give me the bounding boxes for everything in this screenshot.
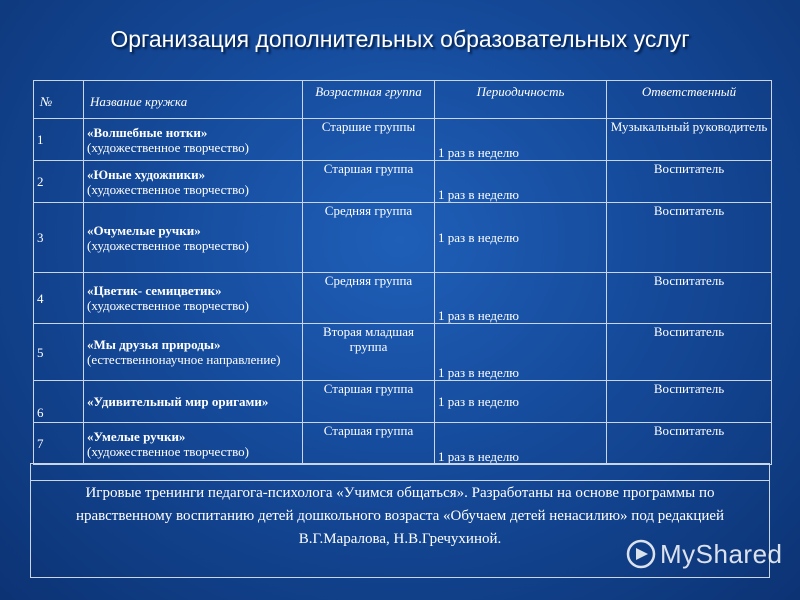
row-period: 1 раз в неделю: [435, 381, 607, 423]
header-resp: Ответственный: [607, 81, 772, 119]
row-num: 4: [34, 273, 84, 324]
row-period: 1 раз в неделю: [435, 119, 607, 161]
row-name: [84, 203, 303, 273]
club-direction: (художественное творчество): [87, 237, 249, 253]
row-resp: Воспитатель: [607, 203, 772, 273]
table-row: [34, 381, 772, 423]
row-resp: Воспитатель: [607, 273, 772, 324]
row-num: 3: [34, 203, 84, 273]
row-resp: Музыкальный руководитель: [607, 119, 772, 161]
table-row: [34, 273, 772, 324]
row-name: [84, 423, 303, 465]
club-name: «Очумелые ручки»: [87, 222, 201, 238]
row-age: Старшая группа: [303, 423, 435, 465]
row-age: Вторая младшая группа: [303, 324, 435, 381]
club-name: «Юные художники»: [87, 166, 206, 182]
club-name: «Волшебные нотки»: [87, 124, 208, 140]
row-num: 7: [34, 423, 84, 465]
row-period: 1 раз в неделю: [435, 161, 607, 203]
row-age: Старшая группа: [303, 381, 435, 423]
row-resp: Воспитатель: [607, 161, 772, 203]
club-name: «Умелые ручки»: [87, 428, 186, 444]
club-direction: (художественное творчество): [87, 139, 249, 155]
row-name: [84, 273, 303, 324]
row-period: 1 раз в неделю: [435, 324, 607, 381]
row-num: 2: [34, 161, 84, 203]
club-direction: (художественное творчество): [87, 298, 249, 313]
header-age: Возрастная группа: [303, 81, 435, 119]
table-row: [34, 324, 772, 381]
club-name: «Мы друзья природы»: [87, 337, 221, 352]
row-name: [84, 381, 303, 423]
footer-divider: [30, 480, 770, 481]
row-name: [84, 161, 303, 203]
row-period: 1 раз в неделю: [435, 273, 607, 324]
row-name: [84, 324, 303, 381]
footer-text: Игровые тренинги педагога-психолога «Учимся общаться». Разработаны на основе программы по нравственному воспитанию детей дошкольного возраста «Обучаем детей ненасилию» под редакцией В.Г.Маралова, Н.В.Гречухиной.: [75, 485, 725, 547]
club-name: «Удивительный мир оригами»: [87, 394, 269, 409]
header-period: Периодичность: [435, 81, 607, 119]
row-num: 5: [34, 324, 84, 381]
watermark: [626, 536, 786, 572]
row-period: 1 раз в неделю: [435, 203, 607, 273]
row-age: Средняя группа: [303, 203, 435, 273]
club-name: «Цветик- семицветик»: [87, 283, 222, 298]
row-num: 6: [34, 381, 84, 423]
row-num: 1: [34, 119, 84, 161]
row-age: Старшая группа: [303, 161, 435, 203]
row-age: Средняя группа: [303, 273, 435, 324]
table-row: [34, 423, 772, 465]
myshared-logo-icon: [626, 539, 656, 569]
table-row: [34, 203, 772, 273]
club-direction: (художественное творчество): [87, 181, 249, 197]
table-header-row: [34, 81, 772, 119]
row-period: 1 раз в неделю: [435, 423, 607, 465]
row-resp: Воспитатель: [607, 324, 772, 381]
club-direction: (художественное творчество): [87, 443, 249, 459]
header-num: №: [34, 81, 84, 119]
row-resp: Воспитатель: [607, 423, 772, 465]
table-row: [34, 119, 772, 161]
watermark-text: MyShared: [660, 538, 783, 569]
table-row: [34, 161, 772, 203]
row-name: [84, 119, 303, 161]
row-age: Старшие группы: [303, 119, 435, 161]
clubs-table: [33, 80, 772, 465]
header-name: Название кружка: [84, 81, 303, 119]
row-resp: Воспитатель: [607, 381, 772, 423]
club-direction: (естественнонаучное направление): [87, 352, 281, 367]
slide-title: Организация дополнительных образовательных услуг: [110, 26, 690, 52]
